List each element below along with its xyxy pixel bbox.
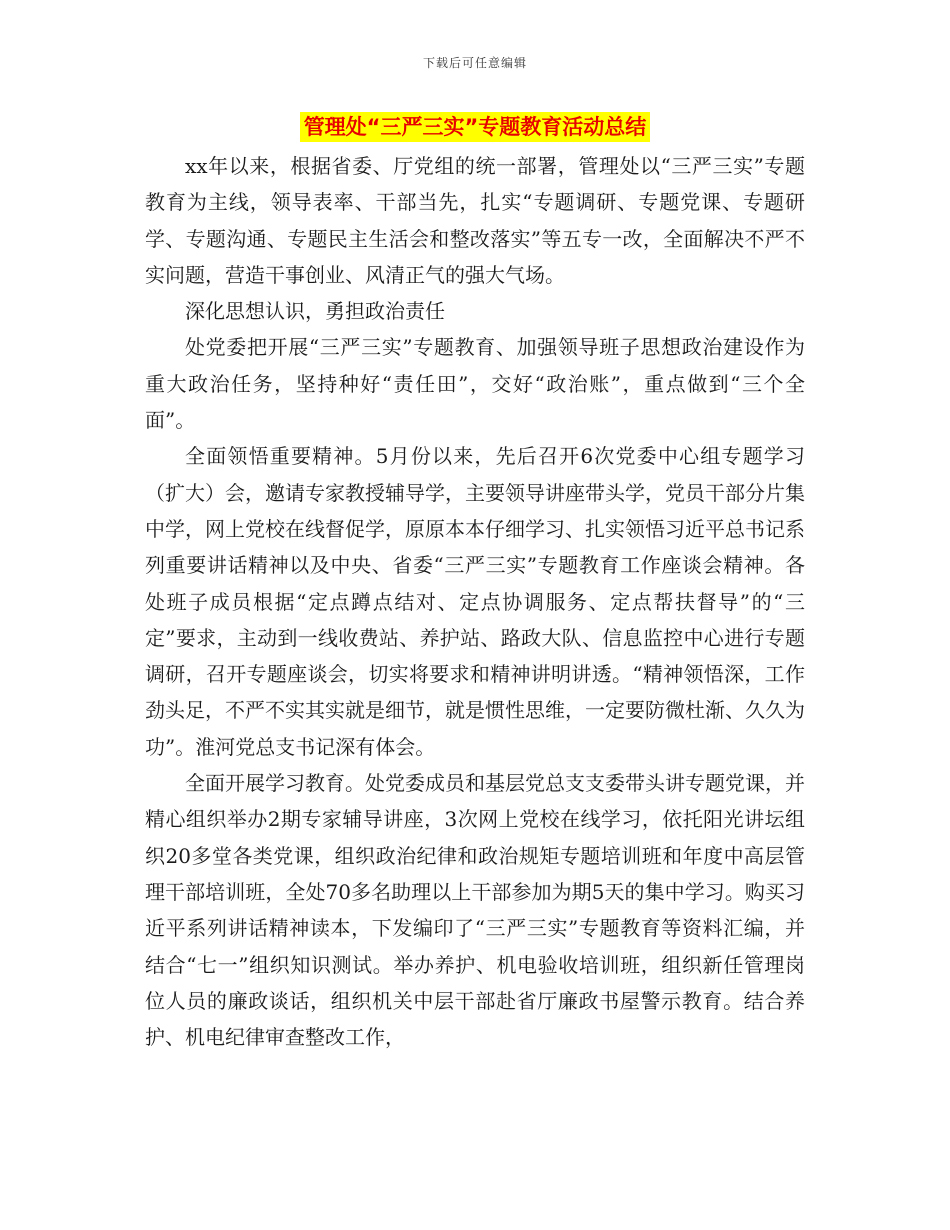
section-heading: 深化思想认识，勇担政治责任 [185,299,445,324]
header-note: 下载后可任意编辑 [422,56,527,70]
document-title: 管理处“三严三实”专题教育活动总结 [300,112,651,142]
paragraph: 处党委把开展“三严三实”专题教育、加强领导班子思想政治建设作为重大政治任务，坚持种好“责任田”，交好“政治账”，重点做到“三个全面”。 [145,335,805,433]
paragraph: xx年以来，根据省委、厅党组的统一部署，管理处以“三严三实”专题教育为主线，领导表率、干部当先，扎实“专题调研、专题党课、专题研学、专题沟通、专题民主生活会和整改落实”等五专一改，全面解决不严不实问题，营造干事创业、风清正气的强大气场。 [145,154,805,287]
title-block [0,112,950,142]
document-body [145,148,805,1055]
paragraph: 全面开展学习教育。处党委成员和基层党总支支委带头讲专题党课，并精心组织举办2期专家辅导讲座，3次网上党校在线学习，依托阳光讲坛组织20多堂各类党课，组织政治纪律和政治规矩专题培训班和年度中高层管理干部培训班，全处70多名助理以上干部参加为期5天的集中学习。购买习近平系列讲话精神读本，下发编印了“三严三实”专题教育等资料汇编，并结合“七一”组织知识测试。举办养护、机电验收培训班，组织新任管理岗位人员的廉政谈话，组织机关中层干部赴省厅廉政书屋警示教育。结合养护、机电纪律审查整改工作， [145,771,805,1050]
paragraph: 全面领悟重要精神。5月份以来，先后召开6次党委中心组专题学习（扩大）会，邀请专家教授辅导学，主要领导讲座带头学，党员干部分片集中学，网上党校在线督促学，原原本本仔细学习、扎实领悟习近平总书记系列重要讲话精神以及中央、省委“三严三实”专题教育工作座谈会精神。各处班子成员根据“定点蹲点结对、定点协调服务、定点帮扶督导”的“三定”要求，主动到一线收费站、养护站、路政大队、信息监控中心进行专题调研，召开专题座谈会，切实将要求和精神讲明讲透。“精神领悟深，工作劲头足，不严不实其实就是细节，就是惯性思维，一定要防微杜渐、久久为功”。淮河党总支书记深有体会。 [145,444,805,759]
